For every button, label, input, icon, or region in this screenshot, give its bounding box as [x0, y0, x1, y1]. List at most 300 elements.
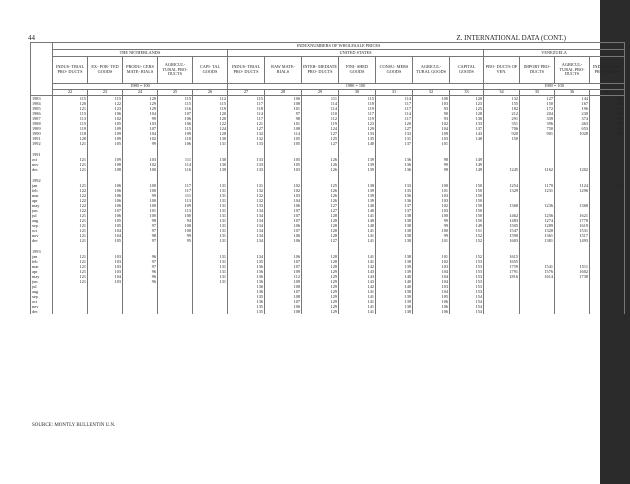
value-cell: 99 — [123, 193, 158, 198]
value-cell: 131 — [193, 269, 228, 274]
value-cell: 212 — [484, 111, 520, 116]
value-cell: 136 — [228, 274, 265, 279]
value-cell: 107 — [265, 218, 302, 223]
value-cell: 131 — [193, 279, 228, 284]
value-cell: 141 — [339, 304, 376, 309]
value-cell: 149 — [450, 167, 484, 172]
value-cell: 136 — [228, 264, 265, 269]
value-cell: 103 — [413, 284, 450, 289]
value-cell: 118 — [339, 101, 376, 106]
group-netherlands: THE NETHERLANDS — [53, 50, 228, 57]
value-cell: 138 — [376, 309, 413, 314]
value-cell: 105 — [265, 157, 302, 162]
value-cell: 111 — [158, 157, 193, 162]
value-cell: 119 — [193, 106, 228, 111]
value-cell: 106 — [265, 223, 302, 228]
value-cell: 121 — [53, 218, 88, 223]
value-cell: 106 — [265, 304, 302, 309]
value-cell: 136 — [228, 299, 265, 304]
value-cell: 1162 — [520, 167, 555, 172]
value-cell: 142 — [339, 264, 376, 269]
value-cell: 103 — [265, 193, 302, 198]
value-cell: 109 — [88, 157, 123, 162]
value-cell: 141 — [339, 259, 376, 264]
value-cell: 121 — [53, 106, 88, 111]
value-cell: 121 — [53, 264, 88, 269]
value-cell: 121 — [53, 167, 88, 172]
value-cell: 150 — [450, 203, 484, 208]
value-cell: 1124 — [555, 183, 590, 188]
period-label: dec — [31, 167, 53, 172]
value-cell: 102 — [88, 116, 123, 121]
value-cell: 154 — [450, 309, 484, 314]
value-cell: 153 — [450, 274, 484, 279]
value-cell: 97 — [123, 264, 158, 269]
value-cell: 141 — [339, 294, 376, 299]
column-number: 37 — [590, 90, 625, 96]
value-cell: 129 — [339, 126, 376, 131]
value-cell: 138 — [376, 223, 413, 228]
value-cell: 134 — [228, 238, 265, 243]
value-cell: 292 — [590, 116, 625, 121]
value-cell: 117 — [376, 116, 413, 121]
value-cell: 108 — [265, 294, 302, 299]
column-header-row — [31, 57, 625, 84]
value-cell: 115 — [158, 126, 193, 131]
value-cell: 100 — [413, 183, 450, 188]
value-cell: 128 — [302, 218, 339, 223]
period-label: nov — [31, 162, 53, 167]
value-cell: 106 — [265, 254, 302, 259]
value-cell: 109 — [265, 269, 302, 274]
value-cell: 920 — [484, 131, 520, 136]
value-cell — [590, 309, 625, 314]
value-cell: 106 — [88, 203, 123, 208]
value-cell: 103 — [265, 167, 302, 172]
value-cell: 140 — [339, 218, 376, 223]
value-cell: 102 — [265, 188, 302, 193]
value-cell: 144 — [555, 96, 590, 102]
value-cell: 143 — [339, 269, 376, 274]
value-cell: 110 — [302, 111, 339, 116]
base-year-label: 1980 = 100 — [53, 84, 228, 90]
value-cell: 115 — [158, 96, 193, 102]
column-header: EX- POR- TED GOODS — [88, 57, 123, 84]
value-cell: 138 — [376, 228, 413, 233]
value-cell: 124 — [193, 126, 228, 131]
value-cell: 131 — [193, 188, 228, 193]
value-cell: 104 — [413, 269, 450, 274]
value-cell: 129 — [302, 269, 339, 274]
value-cell: 131 — [193, 228, 228, 233]
value-cell: 115 — [228, 96, 265, 102]
value-cell: 129 — [302, 294, 339, 299]
column-header: CAPITAL GOODS — [450, 57, 484, 84]
value-cell: 121 — [228, 121, 265, 126]
value-cell: 132 — [484, 96, 520, 102]
value-cell: 101 — [413, 141, 450, 146]
value-cell: 1619 — [555, 223, 590, 228]
value-cell: 99 — [413, 218, 450, 223]
value-cell: 97 — [123, 228, 158, 233]
value-cell: 1655 — [484, 259, 520, 264]
period-label: jun — [31, 208, 53, 213]
value-cell: 128 — [590, 96, 625, 102]
value-cell: 136 — [228, 284, 265, 289]
value-cell: 109 — [88, 131, 123, 136]
value-cell: 132 — [228, 193, 265, 198]
value-cell: 99 — [158, 233, 193, 238]
value-cell: 1614 — [520, 274, 555, 279]
value-cell: 131 — [193, 223, 228, 228]
value-cell: 99 — [123, 116, 158, 121]
value-cell: 1231 — [520, 188, 555, 193]
value-cell: 97 — [265, 111, 302, 116]
value-cell — [53, 309, 88, 314]
value-cell: 1361 — [520, 233, 555, 238]
value-cell: 128 — [450, 111, 484, 116]
value-cell: 1531 — [555, 228, 590, 233]
value-cell: 121 — [53, 259, 88, 264]
period-label: oct — [31, 228, 53, 233]
value-cell: 106 — [413, 309, 450, 314]
value-cell: 104 — [265, 198, 302, 203]
value-cell: 130 — [193, 162, 228, 167]
value-cell: 110 — [158, 136, 193, 141]
value-cell: 153 — [450, 289, 484, 294]
value-cell: 121 — [53, 157, 88, 162]
column-header: CONSU- MERS GOODS — [376, 57, 413, 84]
value-cell: 127 — [302, 208, 339, 213]
column-number: 31 — [376, 90, 413, 96]
column-header: AGRICUL- TURAL PRO- DUCTS — [158, 57, 193, 84]
value-cell: 114 — [376, 96, 413, 102]
value-cell: 396 — [520, 121, 555, 126]
value-cell: 137 — [450, 126, 484, 131]
value-cell: 1576 — [520, 269, 555, 274]
period-label: jul — [31, 213, 53, 218]
value-cell: 112 — [193, 96, 228, 102]
value-cell: 129 — [302, 279, 339, 284]
value-cell: 138 — [376, 233, 413, 238]
value-cell: 132 — [228, 198, 265, 203]
value-cell: 98 — [413, 157, 450, 162]
value-cell: 104 — [413, 126, 450, 131]
value-cell: 105 — [265, 141, 302, 146]
value-cell: 121 — [53, 274, 88, 279]
value-cell: 1115 — [590, 183, 625, 188]
value-cell: 139 — [376, 294, 413, 299]
value-cell: 135 — [339, 136, 376, 141]
value-cell: 140 — [376, 279, 413, 284]
period-label: feb — [31, 259, 53, 264]
period-label: 1993 — [31, 249, 53, 254]
value-cell: 131 — [193, 183, 228, 188]
period-label: 1990 — [31, 131, 53, 136]
period-label: nov — [31, 304, 53, 309]
value-cell: 901 — [520, 131, 555, 136]
value-cell: 107 — [158, 111, 193, 116]
value-cell: 152 — [450, 238, 484, 243]
value-cell: 103 — [413, 193, 450, 198]
value-cell: 115 — [339, 96, 376, 102]
value-cell: 138 — [339, 183, 376, 188]
value-cell: 134 — [228, 254, 265, 259]
value-cell: 97 — [123, 259, 158, 264]
value-cell: 101 — [265, 121, 302, 126]
period-label: apr — [31, 269, 53, 274]
value-cell: 105 — [265, 162, 302, 167]
base-year-label: 1980 = 100 — [484, 84, 625, 90]
value-cell: 104 — [413, 274, 450, 279]
value-cell: 134 — [228, 213, 265, 218]
period-label: mar — [31, 193, 53, 198]
value-cell: 128 — [302, 233, 339, 238]
value-cell: 133 — [228, 141, 265, 146]
value-cell: 154 — [450, 304, 484, 309]
column-number: 27 — [228, 90, 265, 96]
value-cell — [88, 309, 123, 314]
column-number: 26 — [193, 90, 228, 96]
value-cell: 1254 — [484, 183, 520, 188]
value-cell: 150 — [450, 208, 484, 213]
value-cell: 104 — [123, 111, 158, 116]
value-cell: 107 — [265, 208, 302, 213]
value-cell: 97 — [123, 223, 158, 228]
value-cell: 105 — [413, 294, 450, 299]
value-cell: 106 — [88, 198, 123, 203]
value-cell: 131 — [228, 183, 265, 188]
column-header: PRO- DUCTS OF VEN. — [484, 57, 520, 84]
value-cell: 123 — [339, 121, 376, 126]
value-cell: 101 — [265, 106, 302, 111]
super-title: INDEXNUMBERS OF WHOLESALE PRICES — [53, 43, 625, 50]
value-cell: 1170 — [520, 183, 555, 188]
value-cell: 131 — [193, 274, 228, 279]
value-cell: 142 — [339, 284, 376, 289]
period-label: 1992 — [31, 141, 53, 146]
value-cell: 138 — [376, 213, 413, 218]
period-label: 1991 — [31, 152, 53, 157]
value-cell: 121 — [53, 228, 88, 233]
value-cell: 104 — [413, 279, 450, 284]
period-label: dec — [31, 309, 53, 314]
period-label: 1991 — [31, 136, 53, 141]
value-cell: 131 — [193, 203, 228, 208]
value-cell: 106 — [88, 213, 123, 218]
value-cell: 182 — [484, 106, 520, 111]
value-cell: 116 — [158, 167, 193, 172]
column-number: 35 — [520, 90, 555, 96]
value-cell: 138 — [376, 218, 413, 223]
column-header: PRODU- CERS MATE- RIALS — [123, 57, 158, 84]
value-cell: 136 — [376, 167, 413, 172]
value-cell: 100 — [158, 213, 193, 218]
value-cell: 111 — [158, 193, 193, 198]
value-cell: 138 — [376, 289, 413, 294]
value-cell: 122 — [53, 193, 88, 198]
value-cell: 99 — [413, 233, 450, 238]
value-cell: 133 — [228, 162, 265, 167]
value-cell: 113 — [53, 116, 88, 121]
value-cell: 1256 — [520, 213, 555, 218]
value-cell: 1505 — [484, 223, 520, 228]
value-cell: 129 — [123, 101, 158, 106]
value-cell: 103 — [413, 101, 450, 106]
value-cell: 131 — [193, 233, 228, 238]
value-cell: 149 — [450, 223, 484, 228]
value-cell: 1547 — [484, 228, 520, 233]
value-cell: 107 — [123, 126, 158, 131]
value-cell — [555, 309, 590, 314]
value-cell: 1296 — [555, 188, 590, 193]
value-cell: 136 — [376, 198, 413, 203]
group-united-states: UNITED STATES — [228, 50, 484, 57]
value-cell: 115 — [193, 101, 228, 106]
value-cell: 122 — [53, 188, 88, 193]
value-cell: 882 — [590, 131, 625, 136]
value-cell: 106 — [88, 111, 123, 116]
value-cell: 339 — [520, 116, 555, 121]
period-label: 1983 — [31, 96, 53, 102]
value-cell: 154 — [450, 299, 484, 304]
running-title: Z. INTERNATIONAL DATA (CONT.) — [456, 34, 566, 42]
value-cell: 100 — [123, 198, 158, 203]
period-label: 1984 — [31, 101, 53, 106]
value-cell: 115 — [158, 101, 193, 106]
value-cell: 136 — [376, 193, 413, 198]
value-cell: 129 — [123, 96, 158, 102]
value-cell: 131 — [193, 254, 228, 259]
value-cell: 151 — [450, 228, 484, 233]
value-cell: 122 — [193, 121, 228, 126]
value-cell: 1493 — [555, 238, 590, 243]
value-cell: 134 — [228, 223, 265, 228]
column-number: 25 — [158, 90, 193, 96]
value-cell: 130 — [193, 167, 228, 172]
period-label: 1986 — [31, 111, 53, 116]
value-cell: 143 — [339, 279, 376, 284]
period-label: 1988 — [31, 121, 53, 126]
value-cell: 136 — [376, 162, 413, 167]
value-cell: 127 — [302, 203, 339, 208]
super-title-row — [31, 43, 625, 50]
column-header: AGRICUL- TURAL GOODS — [413, 57, 450, 84]
value-cell: 128 — [302, 254, 339, 259]
value-cell: 138 — [376, 259, 413, 264]
period-label: 1989 — [31, 126, 53, 131]
value-cell: 96 — [123, 269, 158, 274]
value-cell: 128 — [193, 131, 228, 136]
value-cell: 102 — [123, 136, 158, 141]
value-cell: 107 — [88, 208, 123, 213]
value-cell: 141 — [339, 299, 376, 304]
value-cell: 150 — [450, 198, 484, 203]
value-cell: 102 — [413, 259, 450, 264]
value-cell: 141 — [339, 228, 376, 233]
value-cell — [158, 309, 193, 314]
value-cell: 139 — [339, 188, 376, 193]
value-cell: 131 — [193, 141, 228, 146]
value-cell: 1274 — [520, 218, 555, 223]
value-cell: 126 — [302, 167, 339, 172]
value-cell: 141 — [339, 213, 376, 218]
column-number: 23 — [88, 90, 123, 96]
value-cell: 115 — [53, 111, 88, 116]
value-cell: 131 — [193, 238, 228, 243]
page-number: 44 — [28, 34, 35, 42]
value-cell: 100 — [158, 223, 193, 228]
value-cell: 98 — [123, 233, 158, 238]
value-cell: 134 — [228, 228, 265, 233]
value-cell: 120 — [376, 121, 413, 126]
period-label: may — [31, 203, 53, 208]
value-cell: 122 — [88, 101, 123, 106]
value-cell: 138 — [376, 304, 413, 309]
value-cell: 128 — [302, 223, 339, 228]
value-cell: 104 — [88, 233, 123, 238]
value-cell: 107 — [265, 264, 302, 269]
value-cell: 117 — [376, 106, 413, 111]
value-cell: 139 — [376, 299, 413, 304]
value-cell — [123, 309, 158, 314]
value-cell: 112 — [302, 116, 339, 121]
value-cell: 132 — [228, 188, 265, 193]
value-cell: 96 — [123, 274, 158, 279]
value-cell: 113 — [158, 208, 193, 213]
value-cell: 131 — [193, 259, 228, 264]
value-cell: 141 — [339, 309, 376, 314]
value-cell: 130 — [193, 136, 228, 141]
value-cell: 131 — [193, 213, 228, 218]
value-cell: 347 — [590, 121, 625, 126]
value-cell: 120 — [450, 96, 484, 102]
value-cell: 103 — [123, 157, 158, 162]
value-cell: 119 — [339, 106, 376, 111]
value-cell: 140 — [376, 274, 413, 279]
value-cell: 135 — [376, 188, 413, 193]
stub-cell — [31, 43, 53, 96]
value-cell: 120 — [53, 136, 88, 141]
column-header: IMPORT PRO- DUCTS — [520, 57, 555, 84]
value-cell: 100 — [413, 213, 450, 218]
column-header: INDUS- TRIAL PRO- DUCTS — [53, 57, 88, 84]
value-cell: 1615 — [484, 254, 520, 259]
value-cell: 127 — [302, 131, 339, 136]
value-cell: 107 — [265, 259, 302, 264]
value-cell: 133 — [228, 157, 265, 162]
value-cell: 117 — [376, 101, 413, 106]
column-number: 36 — [555, 90, 590, 96]
value-cell: 137 — [376, 203, 413, 208]
value-cell: 1738 — [555, 274, 590, 279]
value-cell: 107 — [265, 289, 302, 294]
value-cell: 127 — [302, 238, 339, 243]
value-cell: 100 — [413, 228, 450, 233]
value-cell: 131 — [193, 218, 228, 223]
value-cell: 104 — [88, 274, 123, 279]
value-cell: 139 — [376, 264, 413, 269]
period-label: sep — [31, 294, 53, 299]
value-cell: 98 — [123, 218, 158, 223]
value-cell: 653 — [555, 126, 590, 131]
value-cell: 133 — [376, 183, 413, 188]
value-cell: 126 — [302, 188, 339, 193]
period-label: oct — [31, 157, 53, 162]
value-cell: 101 — [413, 188, 450, 193]
value-cell: 108 — [265, 126, 302, 131]
value-cell: 131 — [193, 208, 228, 213]
